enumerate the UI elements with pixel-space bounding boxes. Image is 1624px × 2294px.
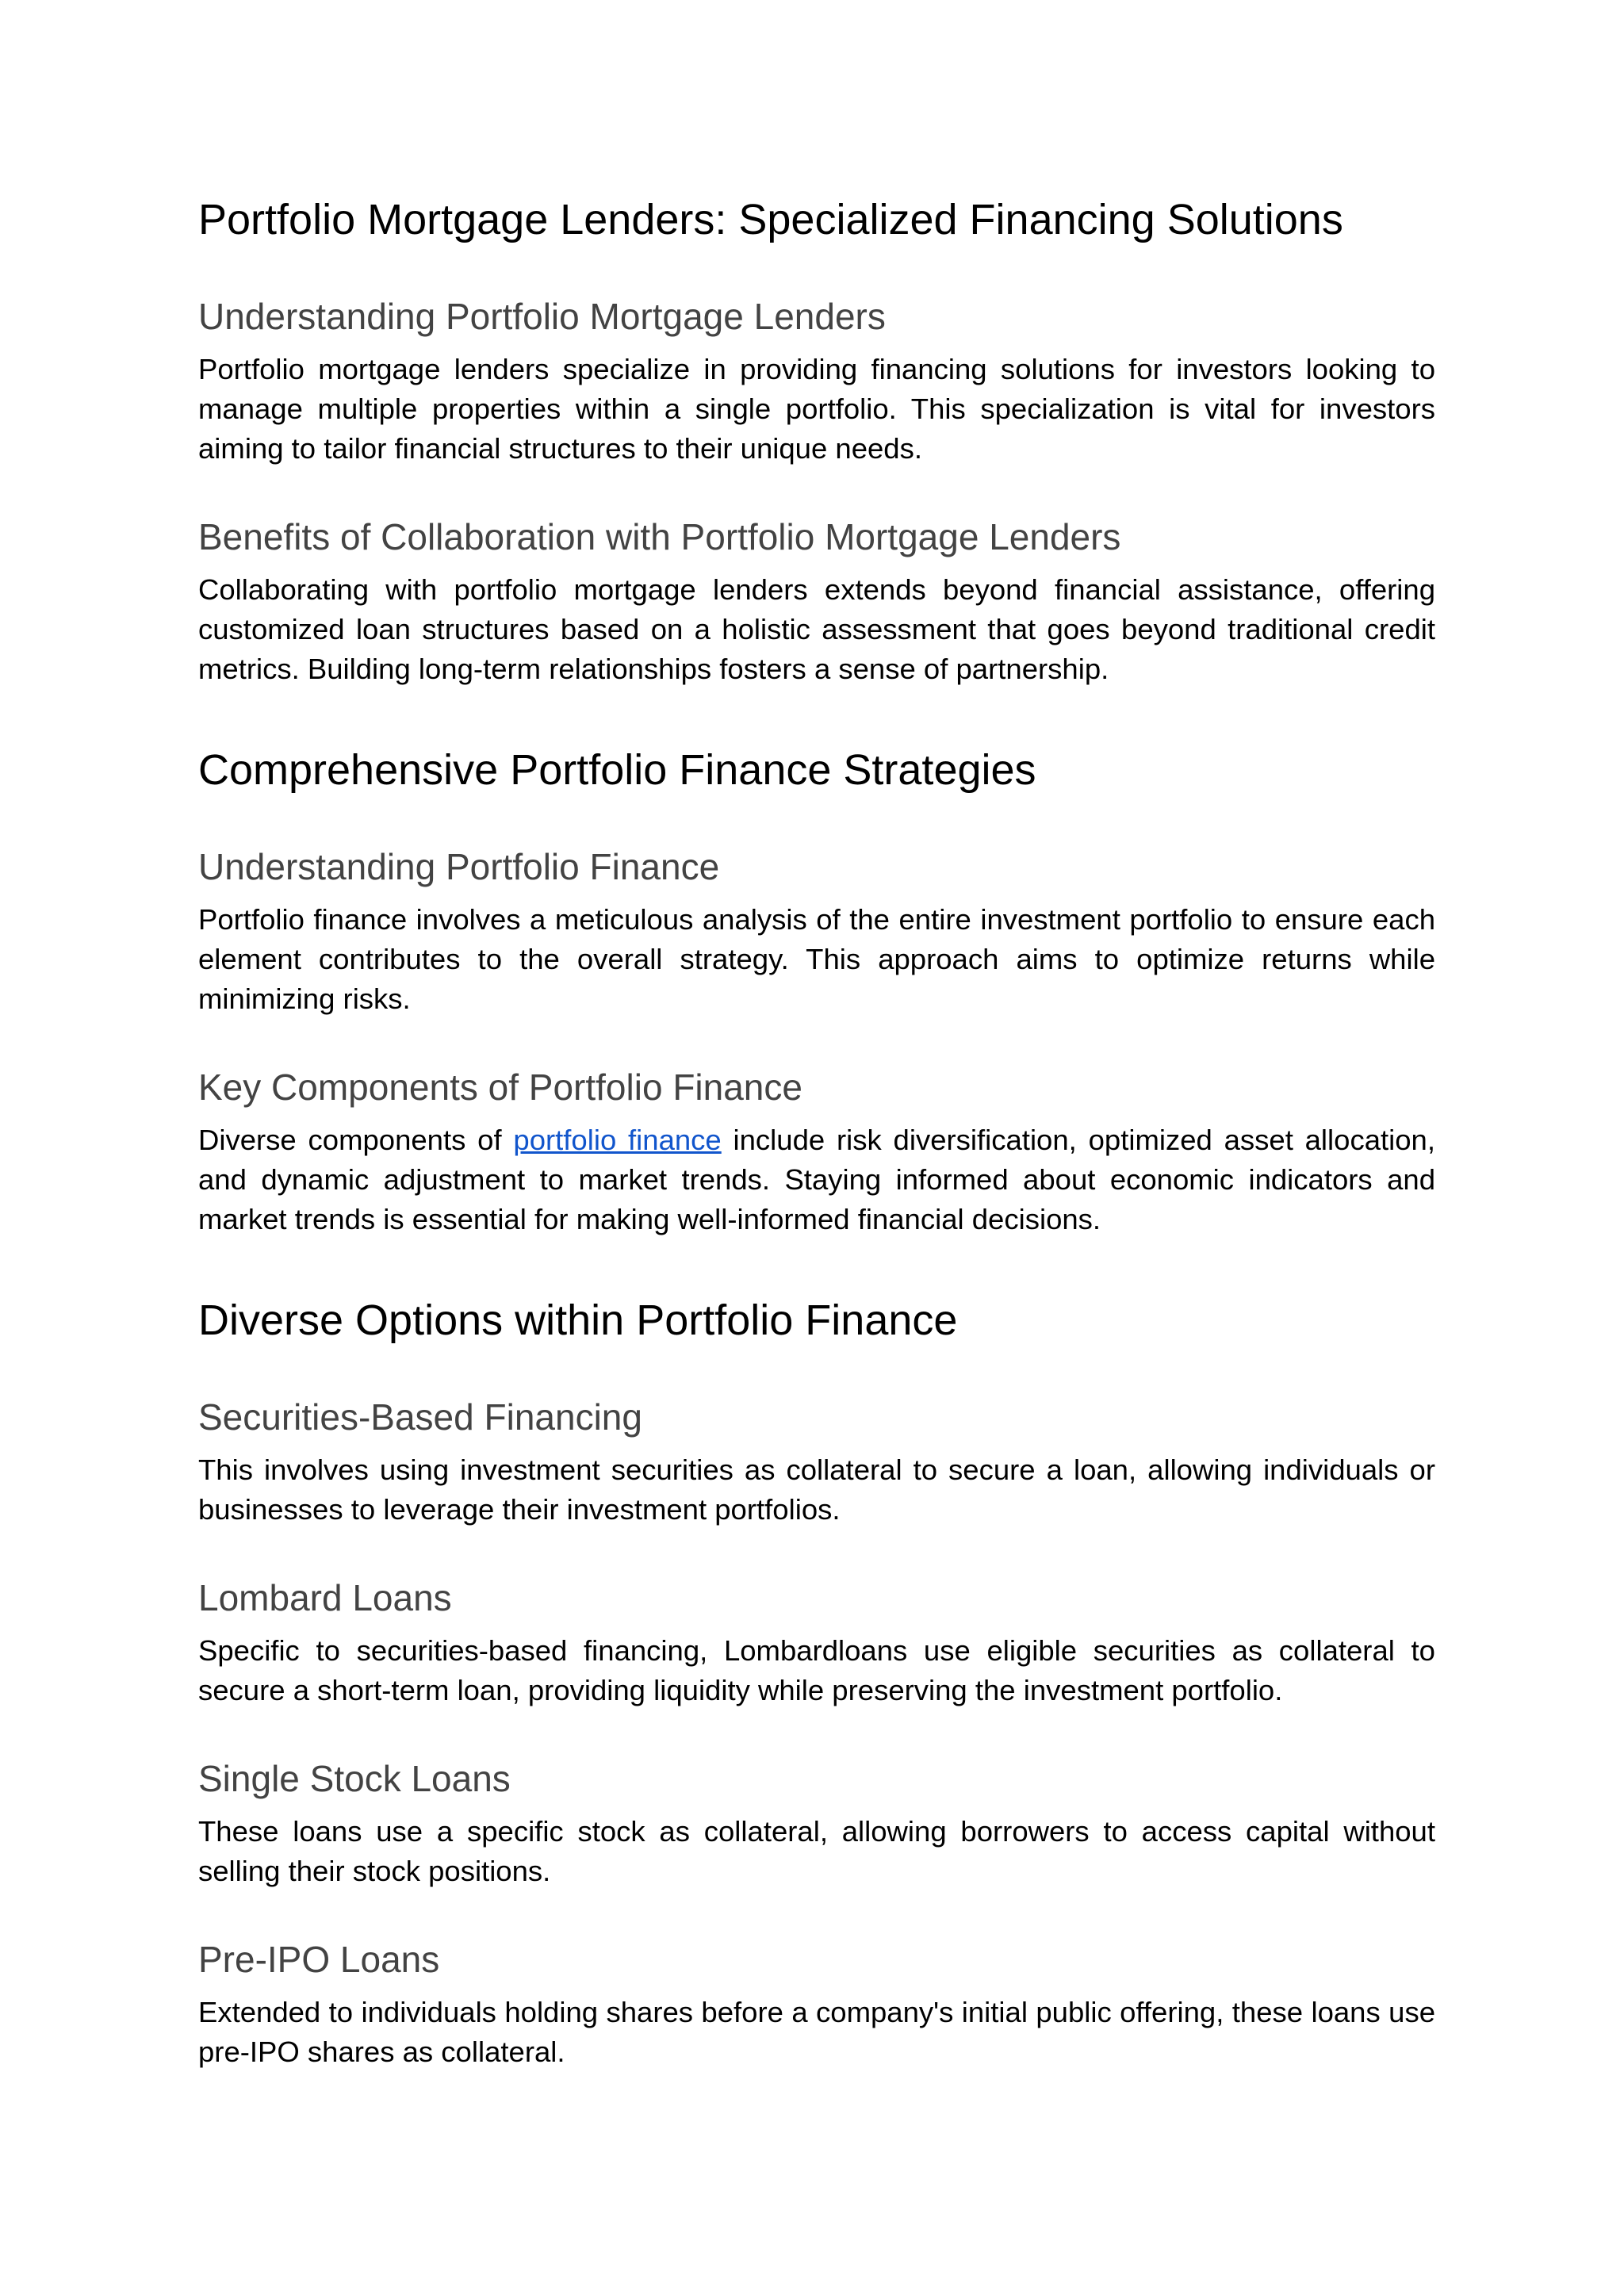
- subsection-heading: Pre-IPO Loans: [198, 1939, 440, 1980]
- paragraph: Extended to individuals holding shares before a company's initial public offering, these loans use pre-IPO shares as collateral.: [198, 1996, 1435, 2068]
- subsection-heading: Understanding Portfolio Mortgage Lenders: [198, 296, 886, 337]
- subsection-heading: Lombard Loans: [198, 1577, 452, 1618]
- section-title: Portfolio Mortgage Lenders: Specialized Financing Solutions: [198, 196, 1343, 243]
- section-title: Comprehensive Portfolio Finance Strategies: [198, 746, 1036, 794]
- section-title: Diverse Options within Portfolio Finance: [198, 1296, 958, 1344]
- subsection-heading: Key Components of Portfolio Finance: [198, 1067, 802, 1108]
- paragraph: Portfolio mortgage lenders specialize in providing financing solutions for investors looking to manage multiple properties within a single portfolio. This specialization is vital for investors aiming to tailor financial structures to their unique needs.: [198, 353, 1435, 465]
- paragraph: [198, 1120, 1435, 1239]
- subsection-heading: Single Stock Loans: [198, 1758, 511, 1799]
- portfolio-finance-link[interactable]: portfolio finance: [513, 1124, 722, 1156]
- document-page: [198, 194, 1435, 2072]
- paragraph: These loans use a specific stock as collateral, allowing borrowers to access capital without selling their stock positions.: [198, 1815, 1435, 1887]
- paragraph: Portfolio finance involves a meticulous analysis of the entire investment portfolio to ensure each element contributes to the overall strategy. This approach aims to optimize returns while minimizing risks.: [198, 903, 1435, 1015]
- subsection-heading: Securities-Based Financing: [198, 1396, 642, 1438]
- subsection-heading: Understanding Portfolio Finance: [198, 846, 720, 887]
- paragraph-text: Diverse components of: [198, 1124, 514, 1156]
- paragraph: Collaborating with portfolio mortgage lenders extends beyond financial assistance, offering customized loan structures based on a holistic assessment that goes beyond traditional credit metrics. Building long-term relationships fosters a sense of partnership.: [198, 573, 1435, 685]
- paragraph: Specific to securities-based financing, Lombardloans use eligible securities as collateral to secure a short-term loan, providing liquidity while preserving the investment portfolio.: [198, 1634, 1435, 1706]
- subsection-heading: Benefits of Collaboration with Portfolio Mortgage Lenders: [198, 516, 1121, 557]
- paragraph: This involves using investment securities as collateral to secure a loan, allowing individuals or businesses to leverage their investment portfolios.: [198, 1453, 1435, 1526]
- paragraph-text: include risk diversification, optimized asset allocation, and dynamic adjustment to market trends. Staying informed about economic indicators and market trends is essential for making well-informed financial decisions.: [198, 1124, 1435, 1235]
